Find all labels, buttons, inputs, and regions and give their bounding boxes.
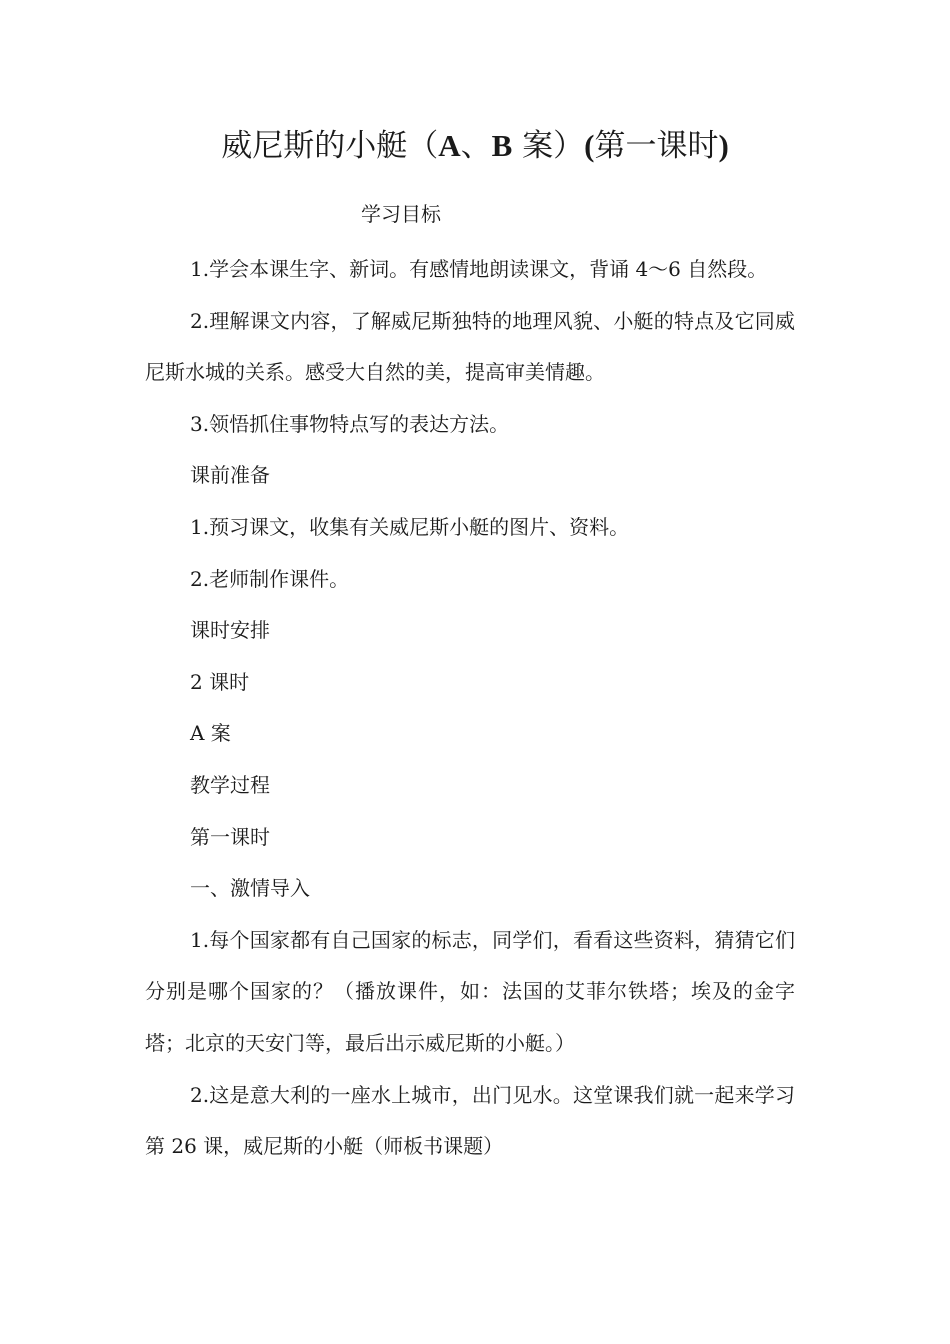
document-title	[0, 122, 950, 170]
paragraph: 第一课时	[190, 824, 270, 849]
title-text-4: B	[491, 128, 513, 163]
paragraph: 2.这是意大利的一座水上城市，出门见水。这堂课我们就一起来学习第 26 课，威尼斯的小艇（师板书课题）	[145, 1082, 795, 1159]
paragraph: A 案	[190, 721, 231, 746]
paragraph: 课前准备	[190, 463, 270, 488]
title-text-6: (	[584, 128, 595, 163]
paragraph: 一、激情导入	[190, 876, 310, 901]
paragraph: 2.老师制作课件。	[190, 566, 350, 591]
document-body	[145, 244, 795, 1173]
paragraph: 课时安排	[190, 618, 270, 643]
paragraph: 1.预习课文，收集有关威尼斯小艇的图片、资料。	[190, 514, 630, 539]
paragraph: 教学过程	[190, 772, 270, 797]
paragraph: 2.理解课文内容，了解威尼斯独特的地理风貌、小艇的特点及它同威尼斯水城的关系。感受大自然的美，提高审美情趣。	[145, 308, 795, 385]
section-heading: 学习目标	[361, 202, 441, 226]
title-text-7: 第一课时	[594, 128, 719, 164]
title-text-5: 案）	[512, 128, 585, 164]
paragraph: 1.每个国家都有自己国家的标志，同学们，看看这些资料，猜猜它们分别是哪个国家的？（播放课件，如：法国的艾菲尔铁塔；埃及的金字塔；北京的天安门等，最后出示威尼斯的小艇。）	[145, 927, 795, 1055]
paragraph: 3.领悟抓住事物特点写的表达方法。	[190, 411, 510, 436]
title-text-8: )	[718, 128, 729, 163]
paragraph: 1.学会本课生字、新词。有感情地朗读课文，背诵 4～6 自然段。	[190, 257, 768, 281]
paragraph: 2 课时	[190, 669, 250, 694]
title-text-3: 、	[460, 128, 492, 164]
title-text-1: 威尼斯的小艇（	[221, 128, 439, 164]
title-text-2: A	[438, 128, 461, 163]
